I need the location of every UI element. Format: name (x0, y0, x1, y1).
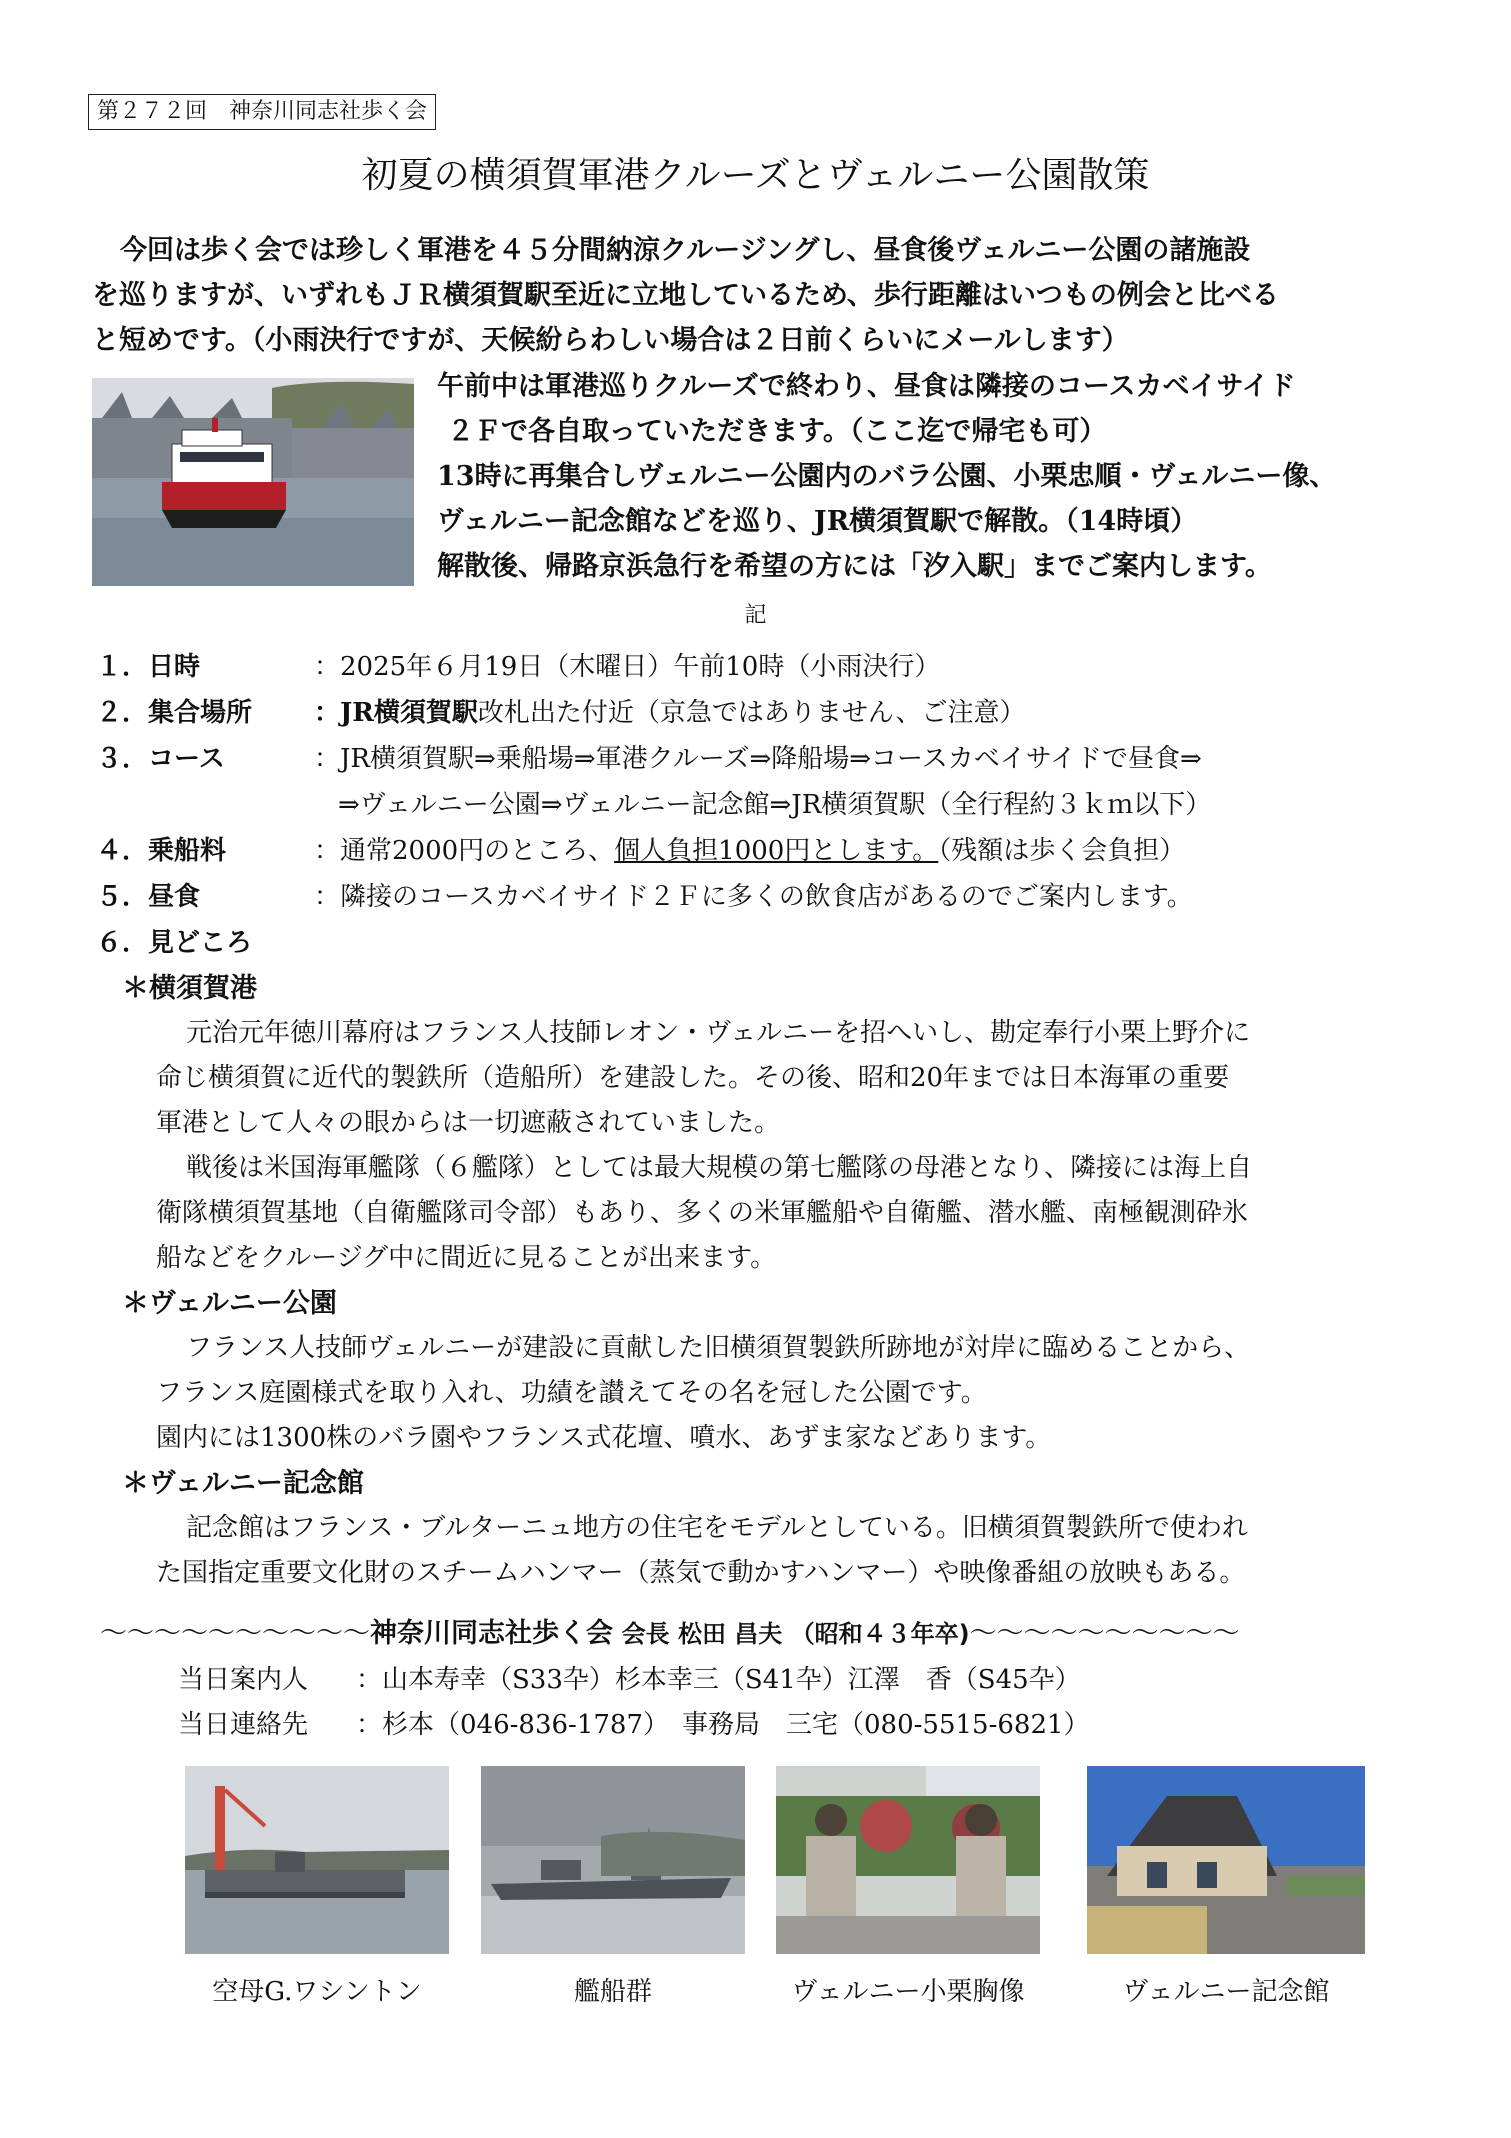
yokosuka-line-1: 元治元年徳川幕府はフランス人技師レオン・ヴェルニーを招へいし、勘定奉行小栗上野介に (186, 1018, 1251, 1048)
museum-line-2: た国指定重要文化財のスチームハンマー（蒸気で動かすハンマー）や映像番組の放映もある。 (156, 1558, 1246, 1588)
item-meeting-label: ２．集合場所 (96, 698, 253, 728)
park-line-3: 園内には1300株のバラ園やフランス式花壇、噴水、あずま家などあります。 (156, 1423, 1052, 1453)
item-date-label: １．日時 (96, 652, 201, 682)
item-date (96, 644, 1476, 690)
page-title: 初夏の横須賀軍港クルーズとヴェルニー公園散策 (361, 155, 1150, 196)
organization-footer (100, 1612, 1240, 1656)
item-fare-value (314, 828, 1185, 874)
item-highlights-label: ６．見どころ (96, 928, 253, 958)
intro-line-2: を巡りますが、いずれもＪＲ横須賀駅至近に立地しているため、歩行距離はいつもの例会と比べる (92, 280, 1279, 311)
cruise-boat-photo (92, 378, 414, 586)
item-date-value: ：2025年６月19日（木曜日）午前10時（小雨決行） (314, 652, 941, 682)
item-meeting-station: ：JR横須賀駅 (314, 698, 478, 728)
highlight-park-heading: ＊ヴェルニー公園 (122, 1288, 337, 1319)
museum-line-1: 記念館はフランス・ブルターニュ地方の住宅をモデルとしている。旧横須賀製鉄所で使われ (186, 1513, 1248, 1543)
carrier-photo (185, 1766, 449, 1954)
busts-photo (776, 1766, 1040, 1954)
park-line-1: フランス人技師ヴェルニーが建設に貢献した旧横須賀製鉄所跡地が対岸に臨めることから、 (186, 1333, 1251, 1363)
intro-line-1: 今回は歩く会では珍しく軍港を４５分間納涼クルージングし、昼食後ヴェルニー公園の諸施設 (120, 235, 1251, 266)
highlights-section (96, 966, 1436, 1596)
museum-photo (1087, 1766, 1365, 1954)
tilde-left: ～～～～～～～～～～ (100, 1618, 370, 1649)
yokosuka-line-2: 命じ横須賀に近代的製鉄所（造船所）を建設した。その後、昭和20年までは日本海軍の重要 (156, 1063, 1230, 1093)
summary-line-5: 解散後、帰路京浜急行を希望の方には「汐入駅」までご案内します。 (437, 551, 1272, 582)
chairman: 会長 松田 昌夫 （昭和４３年卒) (621, 1620, 970, 1648)
ki-heading: 記 (744, 603, 767, 628)
contact-value: ：杉本（046-836-1787） 事務局 三宅（080-5515-6821） (356, 1710, 1090, 1740)
caption-carrier: 空母G.ワシントン (212, 1977, 422, 2007)
summary-line-4: ヴェルニー記念館などを巡り、JR横須賀駅で解散。（14時頃） (437, 506, 1198, 537)
item-fare-label: ４．乗船料 (96, 836, 227, 866)
item-fare-personal: 個人負担1000円とします。 (614, 836, 939, 866)
yokosuka-line-6: 船などをクルージグ中に間近に見ることが出来ます。 (156, 1243, 777, 1273)
item-meeting-place (96, 690, 1476, 736)
item-course (96, 736, 1476, 782)
details-list (96, 644, 1476, 966)
warships-photo (481, 1766, 745, 1954)
guide-value: ：山本寿幸（S33卆）杉本幸三（S41卆）江澤 香（S45卆） (356, 1665, 1081, 1695)
caption-museum: ヴェルニー記念館 (1122, 1977, 1330, 2007)
intro-paragraph (92, 228, 1432, 363)
yokosuka-line-4: 戦後は米国海軍艦隊（６艦隊）としては最大規模の第七艦隊の母港となり、隣接には海上自 (186, 1153, 1253, 1183)
item-fare-remainder: （残額は歩く会負担） (938, 836, 1186, 866)
item-course-value: ：JR横須賀駅⇒乗船場⇒軍港クルーズ⇒降船場⇒コースカベイサイドで昼食⇒ (314, 744, 1202, 774)
summary-line-2: ２Ｆで各自取っていただきます。（ここ迄で帰宅も可） (447, 416, 1107, 447)
guide-row (178, 1658, 1090, 1703)
item-highlights (96, 920, 1476, 966)
item-lunch-label: ５．昼食 (96, 882, 201, 912)
summary-line-1: 午前中は軍港巡りクルーズで終わり、昼食は隣接のコースカベイサイド (437, 371, 1296, 402)
contact-label: 当日連絡先 (178, 1710, 309, 1740)
item-course-value-2: ⇒ヴェルニー公園⇒ヴェルニー記念館⇒JR横須賀駅（全行程約３ｋｍ以下） (338, 790, 1212, 820)
park-line-2: フランス庭園様式を取り入れ、功績を讃えてその名を冠した公園です。 (156, 1378, 987, 1408)
item-fare-normal: ：通常2000円のところ、 (314, 836, 615, 866)
caption-warships: 艦船群 (573, 1977, 652, 2007)
item-meeting-value (314, 690, 1025, 736)
guide-label: 当日案内人 (178, 1665, 309, 1695)
item-fare (96, 828, 1476, 874)
yokosuka-line-3: 軍港として人々の眼からは一切遮蔽されていました。 (156, 1108, 781, 1138)
schedule-summary (437, 364, 1437, 589)
event-number-box: 第２７２回 神奈川同志社歩く会 (88, 94, 436, 130)
item-meeting-detail: 改札出た付近（京急ではありません、ご注意） (477, 698, 1026, 728)
photo-strip (0, 1766, 1511, 1966)
intro-line-3: と短めです。（小雨決行ですが、天候紛らわしい場合は２日前くらいにメールします） (92, 325, 1129, 356)
item-course-label: ３．コース (96, 744, 225, 774)
photo-captions (0, 1970, 1511, 2020)
highlight-museum-heading: ＊ヴェルニー記念館 (122, 1468, 364, 1499)
item-course-cont (96, 782, 1476, 828)
item-lunch-value: ：隣接のコースカベイサイド２Ｆに多くの飲食店があるのでご案内します。 (314, 882, 1193, 912)
yokosuka-line-5: 衛隊横須賀基地（自衛艦隊司令部）もあり、多くの米軍艦船や自衛艦、潜水艦、南極観測砕氷 (156, 1198, 1249, 1228)
contact-block (178, 1658, 1090, 1748)
tilde-right: ～～～～～～～～～～ (969, 1618, 1240, 1649)
caption-busts: ヴェルニー小栗胸像 (791, 1977, 1025, 2007)
summary-line-3: 13時に再集合しヴェルニー公園内のバラ公園、小栗忠順・ヴェルニー像、 (437, 461, 1337, 492)
item-lunch (96, 874, 1476, 920)
highlight-yokosuka-heading: ＊横須賀港 (122, 973, 257, 1004)
organization-name: 神奈川同志社歩く会 (370, 1618, 613, 1649)
contact-row (178, 1703, 1090, 1748)
